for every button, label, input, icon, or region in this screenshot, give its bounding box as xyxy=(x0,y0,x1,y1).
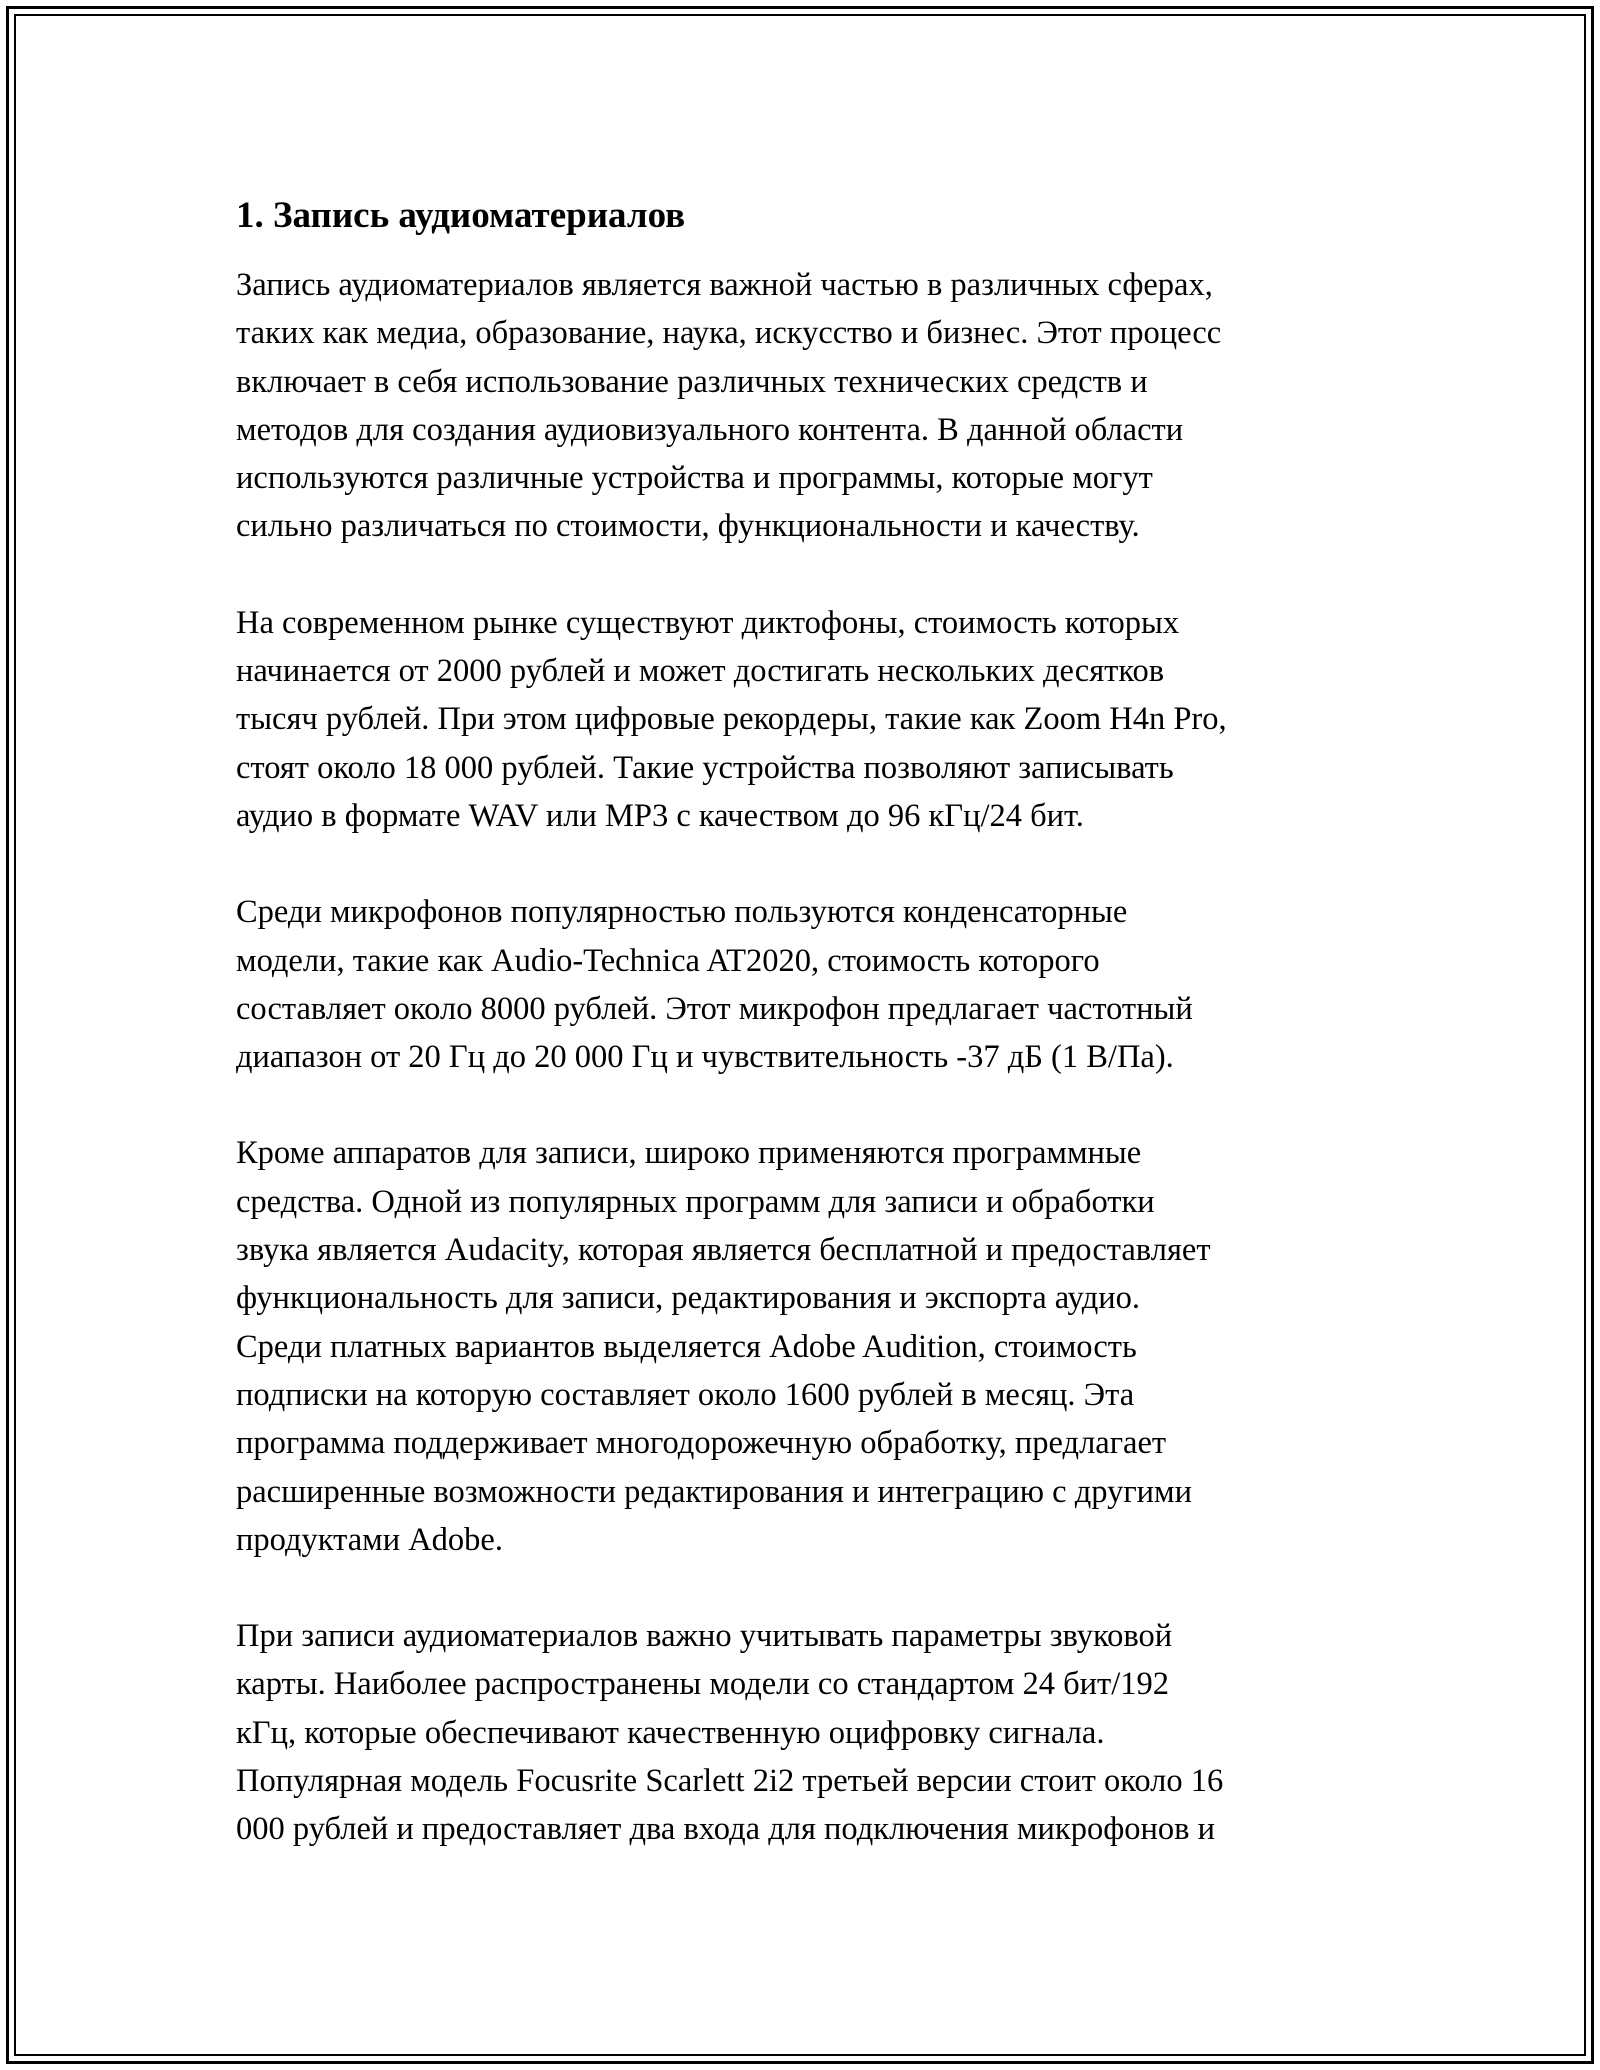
text-line: функциональность для записи, редактирования и экспорта аудио. xyxy=(236,1280,1141,1317)
text-line: звука является Audacity, которая является бесплатной и предоставляет xyxy=(236,1232,1211,1269)
text-line: продуктами Adobe. xyxy=(236,1521,503,1558)
paragraph-intro xyxy=(236,261,1366,551)
paragraph-sound-cards xyxy=(236,1612,1366,1853)
section-heading: 1. Запись аудиоматериалов xyxy=(236,195,686,236)
text-line: методов для создания аудиовизуального контента. В данной области xyxy=(236,411,1184,448)
text-line: Среди микрофонов популярностью пользуются конденсаторные xyxy=(236,894,1128,931)
text-line: таких как медиа, образование, наука, искусство и бизнес. Этот процесс xyxy=(236,315,1222,352)
text-line: стоят около 18 000 рублей. Такие устройства позволяют записывать xyxy=(236,749,1174,786)
text-line: Запись аудиоматериалов является важной частью в различных сферах, xyxy=(236,267,1213,303)
text-line: программа поддерживает многодорожечную обработку, предлагает xyxy=(236,1425,1167,1462)
text-line: Среди платных вариантов выделяется Adobe Audition, стоимость xyxy=(236,1328,1137,1365)
text-line: На современном рынке существуют диктофоны, стоимость которых xyxy=(236,604,1180,641)
text-line: диапазон от 20 Гц до 20 000 Гц и чувствительность -37 дБ (1 В/Па). xyxy=(236,1039,1174,1076)
document-body xyxy=(236,186,1366,1854)
text-line: тысяч рублей. При этом цифровые рекордеры, такие как Zoom H4n Pro, xyxy=(236,701,1227,738)
text-line: включает в себя использование различных технических средств и xyxy=(236,363,1148,400)
text-line: составляет около 8000 рублей. Этот микрофон предлагает частотный xyxy=(236,990,1193,1027)
paragraph-software xyxy=(236,1129,1366,1564)
paragraph-recorders xyxy=(236,599,1366,840)
text-line: используются различные устройства и программы, которые могут xyxy=(236,460,1153,497)
text-line: Популярная модель Focusrite Scarlett 2i2 третьей версии стоит около 16 xyxy=(236,1763,1224,1800)
text-line: расширенные возможности редактирования и интеграцию с другими xyxy=(236,1473,1193,1510)
text-line: карты. Наиболее распространены модели со стандартом 24 бит/192 xyxy=(236,1666,1169,1703)
text-line: сильно различаться по стоимости, функциональности и качеству. xyxy=(236,508,1140,545)
text-line: При записи аудиоматериалов важно учитывать параметры звуковой xyxy=(236,1618,1173,1655)
paragraph-microphones xyxy=(236,888,1366,1081)
text-line: начинается от 2000 рублей и может достигать нескольких десятков xyxy=(236,653,1165,690)
text-line: кГц, которые обеспечивают качественную оцифровку сигнала. xyxy=(236,1714,1105,1751)
text-line: Кроме аппаратов для записи, широко применяются программные xyxy=(236,1135,1142,1172)
text-line: подписки на которую составляет около 1600 рублей в месяц. Эта xyxy=(236,1376,1135,1413)
text-line: модели, такие как Audio-Technica AT2020, стоимость которого xyxy=(236,942,1100,979)
text-line: 000 рублей и предоставляет два входа для подключения микрофонов и xyxy=(236,1811,1216,1848)
text-line: аудио в формате WAV или MP3 с качеством до 96 кГц/24 бит. xyxy=(236,797,1084,834)
text-line: средства. Одной из популярных программ для записи и обработки xyxy=(236,1183,1155,1220)
